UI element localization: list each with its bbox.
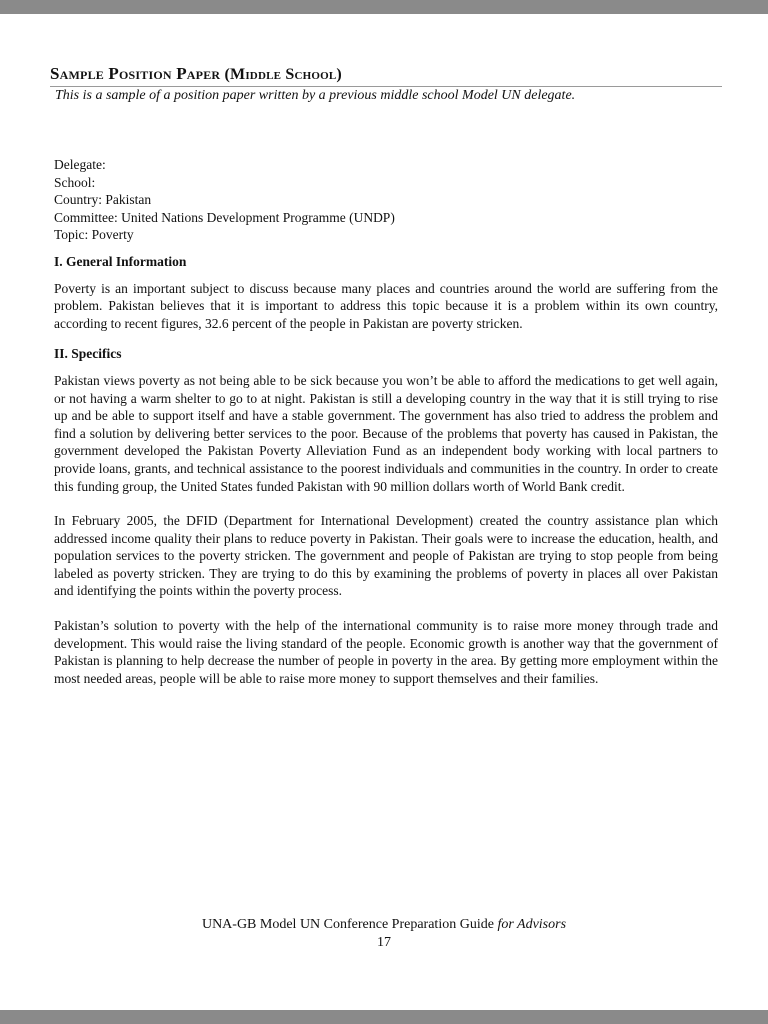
school-line: School: — [54, 174, 96, 190]
page-number: 17 — [377, 935, 391, 950]
topic-line: Topic: Poverty — [54, 227, 134, 243]
footer-guide-audience: for Advisors — [497, 917, 567, 932]
footer-guide-title — [0, 916, 768, 934]
country-line: Country: Pakistan — [54, 192, 152, 208]
page-title-qualifier: (Middle School) — [224, 66, 342, 83]
delegate-line: Delegate: — [54, 157, 106, 172]
page-title — [50, 64, 342, 84]
specifics-paragraph-1: Pakistan views poverty as not being able to be sick because you won’t be able to afford the medications to get well again, or not having a warm shelter to go to at night. Pakistan is still a developing country in the way that it is still trying to rise up and be able to support itself and have a stable government. The government has also tried to address the problem and find a solution by delivering better services to the poor. Because of the problems that poverty has caused in Pakistan, the government developed the Pakistan Poverty Alleviation Fund as an independent body working with local partners to provide loans, grants, and technical assistance to the poorest individuals and communities in the country. In order to create this funding group, the United States funded Pakistan with 90 million dollars worth of World Bank credit. — [54, 372, 718, 494]
page-title-main: Sample Position Paper — [50, 64, 221, 83]
title-divider — [50, 86, 722, 87]
general-information-paragraph: Poverty is an important subject to discuss because many places and countries around the world are suffering from the problem. Pakistan believes that it is important to address this topic because it is a problem within its own country, according to recent figures, 32.6 percent of the people in Pakistan are poverty stricken. — [54, 280, 718, 331]
footer-guide-name: UNA-GB Model UN Conference Preparation Guide — [201, 917, 494, 932]
committee-line: Committee: United Nations Development Programme (UNDP) — [54, 209, 395, 225]
specifics-paragraph-2: In February 2005, the DFID (Department for International Development) created the country assistance plan which addressed income quality their plans to reduce poverty in Pakistan. Their goals were to increase the education, health, and population services to the poverty stricken. The government and people of Pakistan are trying to stop people from being labeled as poverty stricken. They are trying to do this by examining the problems of poverty in places all over Pakistan and identifying the points within the poverty process. — [54, 513, 718, 599]
paper-body — [54, 156, 718, 704]
section-heading-specifics: II. Specifics — [54, 346, 122, 362]
section-heading-general-information: I. General Information — [54, 253, 187, 269]
page-footer — [0, 916, 768, 952]
specifics-paragraph-3: Pakistan’s solution to poverty with the help of the international community is to raise more money through trade and development. This would raise the living standard of the people. Economic growth is another way that the government of Pakistan is planning to help decrease the number of people in poverty in the area. By getting more employment within the most needed areas, people will be able to raise more money to support themselves and their families. — [54, 618, 718, 686]
page-subtitle: This is a sample of a position paper written by a previous middle school Model UN delegate. — [55, 88, 576, 103]
viewer-bottom-edge — [0, 1010, 768, 1024]
